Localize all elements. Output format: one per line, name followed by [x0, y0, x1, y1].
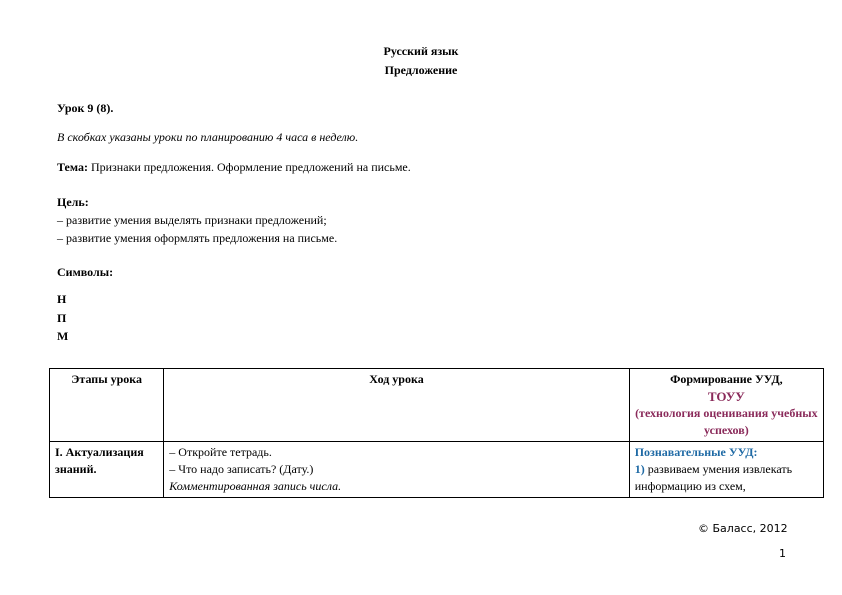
lesson-number: Урок 9 (8). — [57, 101, 114, 115]
symbol-item: М — [57, 329, 69, 343]
lesson-table — [49, 368, 824, 498]
goal-label: Цель: — [57, 195, 89, 209]
subject-title: Русский язык — [383, 44, 459, 58]
uud-tech: (технология оценивания учебных успехов) — [635, 406, 818, 437]
symbols-label: Символы: — [57, 265, 114, 279]
goal-item: – развитие умения выделять признаки предложений; — [57, 213, 327, 227]
course-cell — [164, 442, 629, 498]
uud-title: Формирование УУД, — [670, 372, 783, 386]
uud-text: развиваем умения извлекать информацию из схем, — [634, 462, 793, 493]
table-header-row — [50, 369, 824, 442]
symbol-item: П — [57, 311, 67, 325]
page-number: 1 — [779, 547, 786, 560]
course-line: – Откройте тетрадь. — [169, 445, 272, 459]
goal-item: – развитие умения оформлять предложения на письме. — [57, 231, 338, 245]
theme-line — [57, 160, 411, 175]
stage-cell: I. Актуализация знаний. — [50, 442, 164, 498]
table-row — [50, 442, 824, 498]
uud-cell — [629, 442, 823, 498]
planning-note: В скобках указаны уроки по планированию 4 часа в неделю. — [57, 130, 359, 144]
uud-num: 1) — [634, 462, 645, 476]
symbol-item: Н — [57, 292, 67, 306]
topic-title: Предложение — [384, 63, 458, 77]
theme-label: Тема: — [57, 160, 88, 174]
header-stages: Этапы урока — [50, 369, 164, 442]
header-course: Ход урока — [164, 369, 629, 442]
uud-label: Познавательные УУД: — [634, 445, 758, 459]
theme-text: Признаки предложения. Оформление предложений на письме. — [87, 160, 411, 174]
uud-toyy: ТОУУ — [707, 389, 745, 404]
course-italic-line: Комментированная запись числа. — [169, 479, 342, 493]
copyright: © Баласс, 2012 — [698, 522, 788, 535]
header-uud — [629, 369, 823, 442]
uud-text-line — [635, 461, 818, 495]
course-line: – Что надо записать? (Дату.) — [169, 462, 314, 476]
